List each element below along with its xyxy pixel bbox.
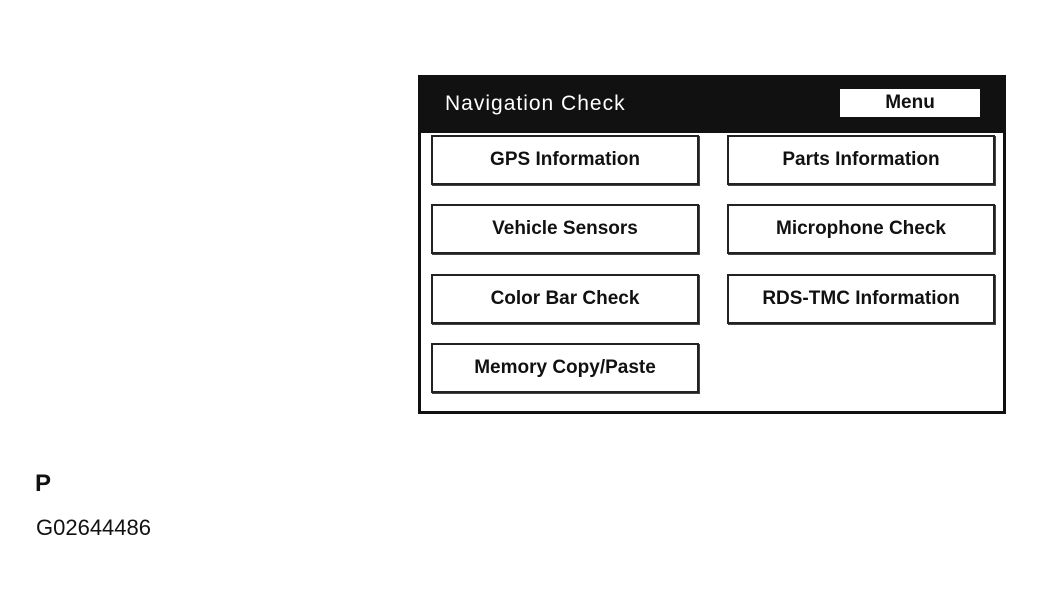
menu-button[interactable]: Menu <box>839 88 981 118</box>
navigation-check-screen <box>418 75 1006 414</box>
color-bar-check-button[interactable]: Color Bar Check <box>431 274 699 324</box>
gps-information-button[interactable]: GPS Information <box>431 135 699 185</box>
vehicle-sensors-button[interactable]: Vehicle Sensors <box>431 204 699 254</box>
figure-letter: P <box>35 470 52 497</box>
screen-header <box>421 78 1003 133</box>
parts-information-button[interactable]: Parts Information <box>727 135 995 185</box>
rds-tmc-information-button[interactable]: RDS-TMC Information <box>727 274 995 324</box>
memory-copy-paste-button[interactable]: Memory Copy/Paste <box>431 343 699 393</box>
screen-title: Navigation Check <box>445 92 626 115</box>
microphone-check-button[interactable]: Microphone Check <box>727 204 995 254</box>
figure-code: G02644486 <box>36 515 151 540</box>
